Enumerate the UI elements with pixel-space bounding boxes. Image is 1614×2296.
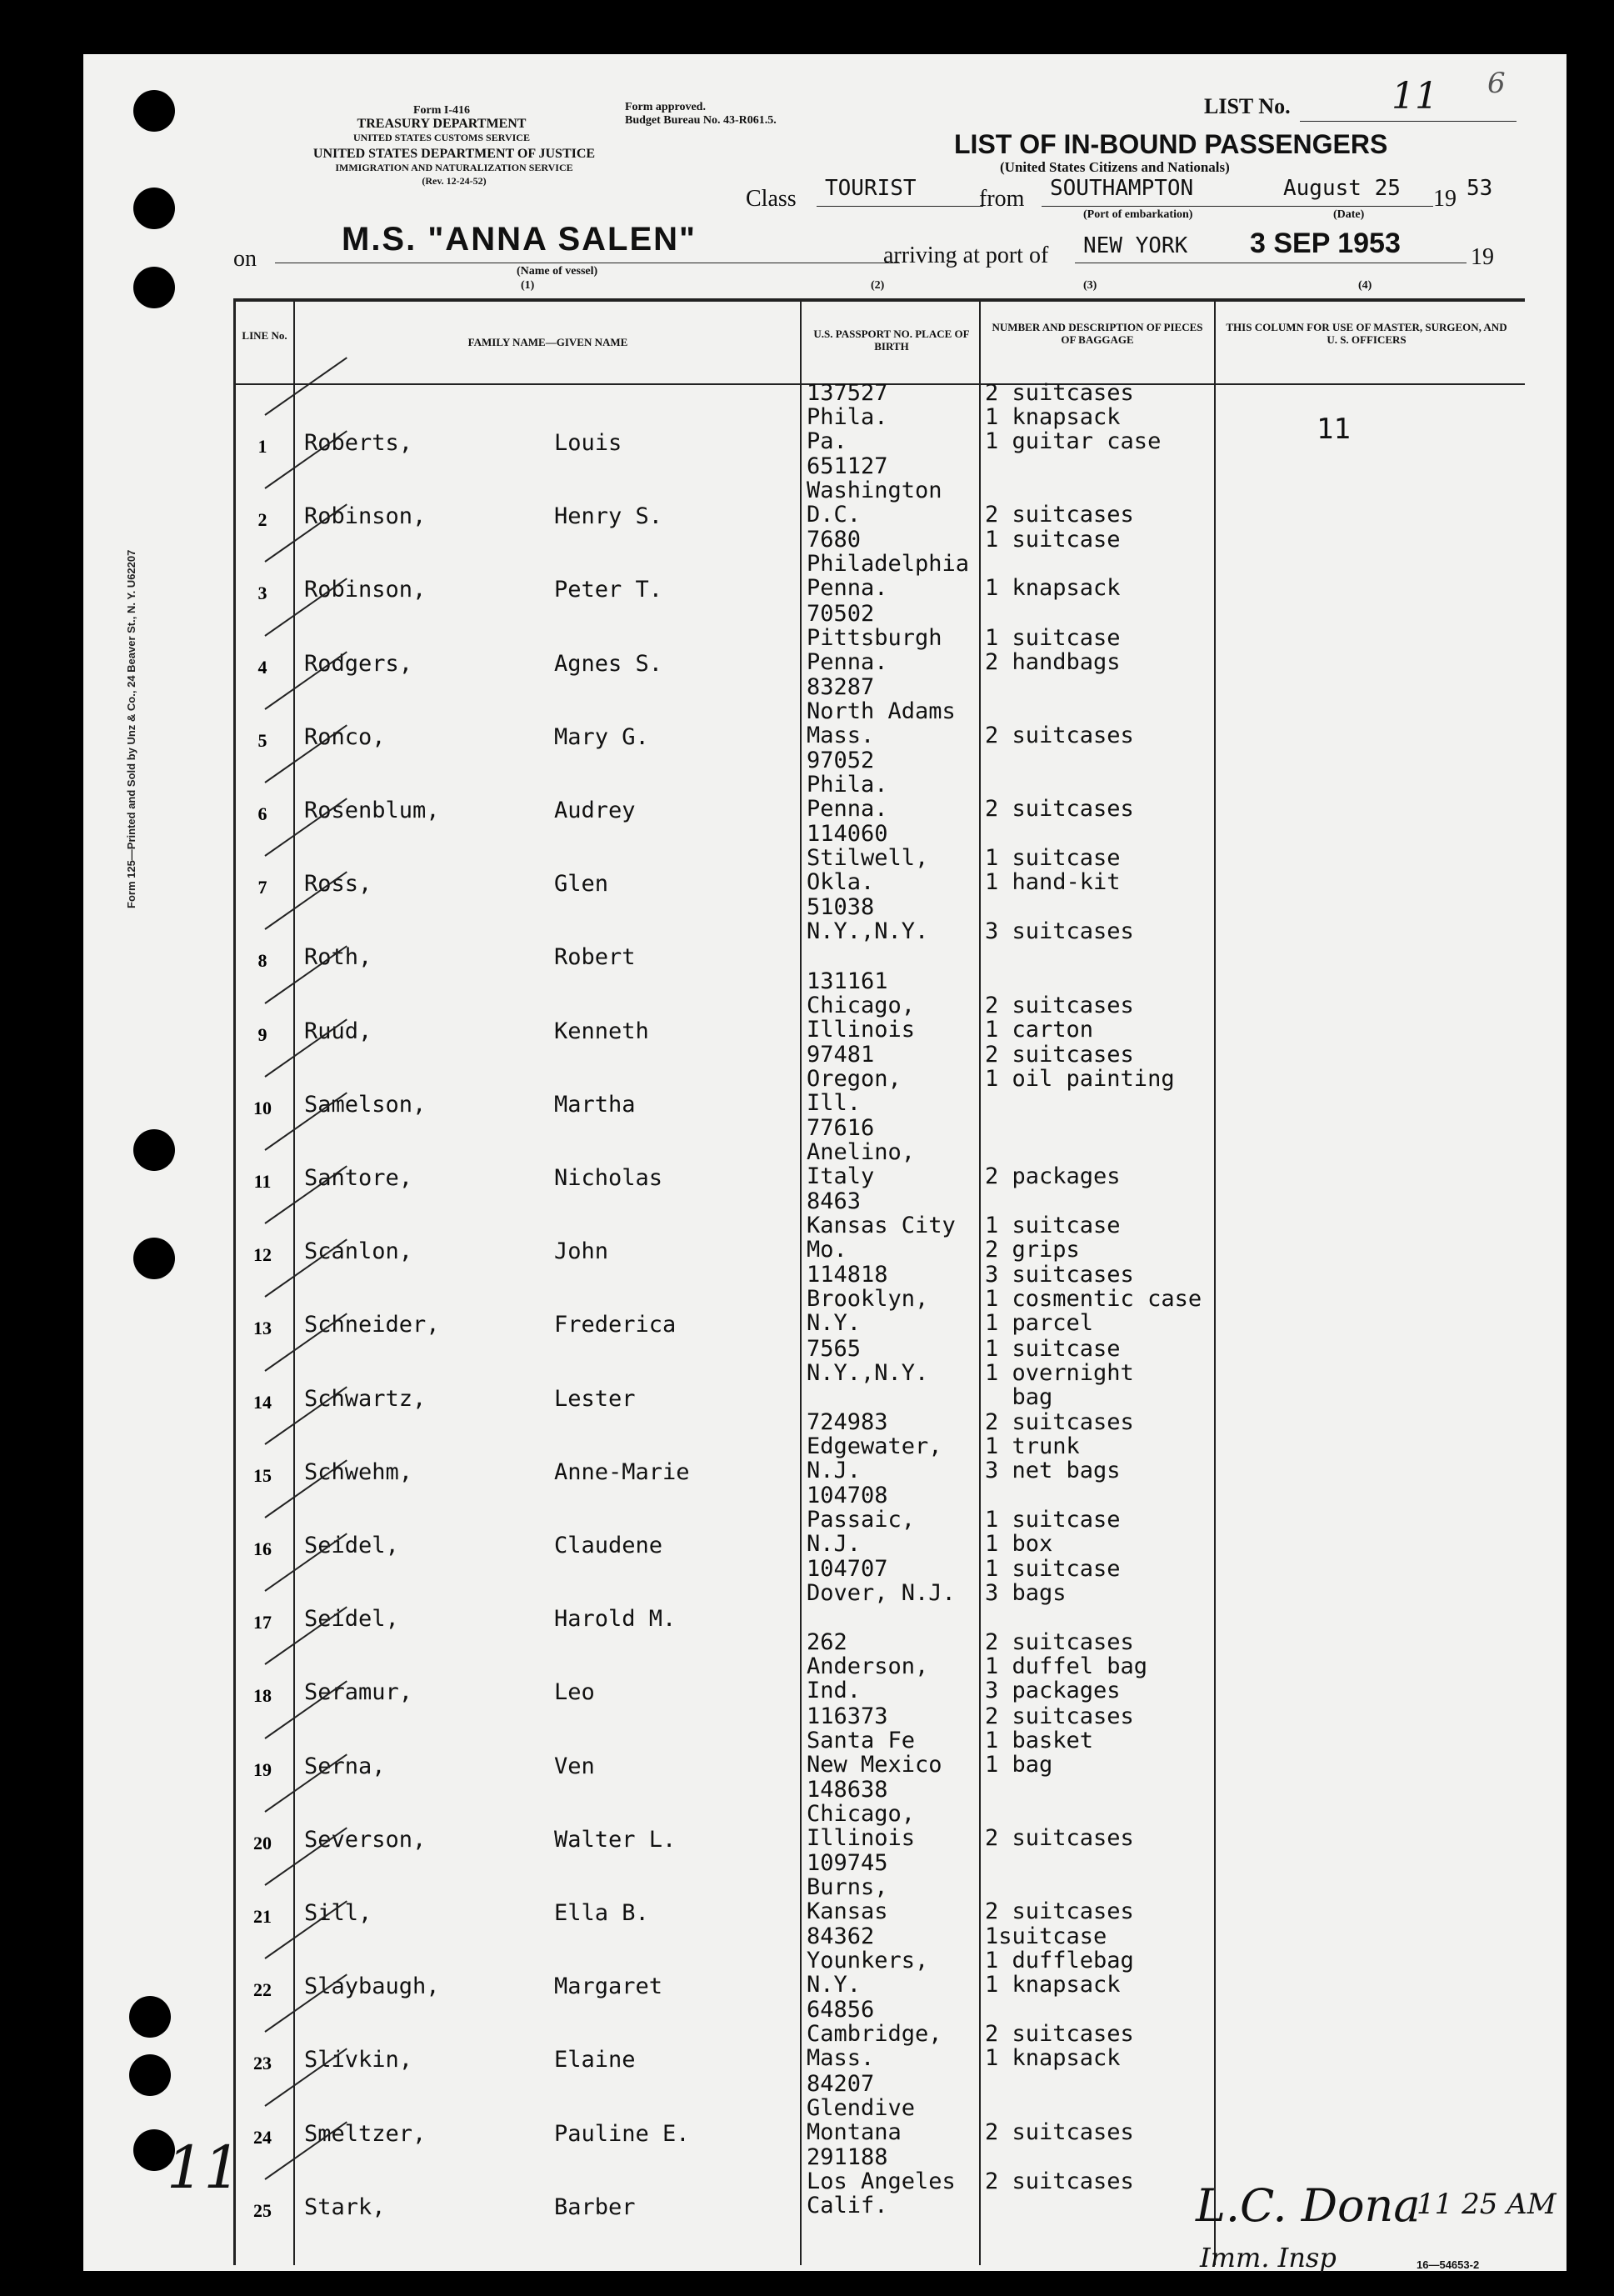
line-number: 20 [253, 1832, 272, 1853]
passport-number: 97481 [807, 1041, 875, 1068]
place-of-birth: N.Y. [807, 1972, 862, 1998]
line-number: 9 [257, 1023, 267, 1045]
place-of-birth: Mo. [807, 1237, 847, 1263]
passport-number: 109745 [807, 1850, 888, 1876]
passport-number: 77616 [807, 1115, 875, 1141]
baggage-item: 2 suitcases [985, 502, 1134, 528]
baggage-item: 1 suitcase [985, 1335, 1121, 1362]
place-of-birth: N.J. [807, 1457, 862, 1483]
line-number: 23 [253, 2053, 272, 2074]
given-name: Nicholas [554, 1165, 663, 1191]
baggage-item: 2 grips [985, 1237, 1080, 1263]
baggage-item: 1 box [985, 1531, 1053, 1557]
margin-mark: 11 [167, 2133, 242, 2202]
list-no-label: LIST No. [1204, 94, 1291, 118]
line-number: 14 [253, 1391, 272, 1413]
punch-hole [133, 1129, 175, 1171]
on-label: on [233, 246, 257, 272]
from-value: SOUTHAMPTON [1050, 176, 1194, 201]
passport-number: 104708 [807, 1483, 888, 1508]
family-name: Sill, [304, 1900, 372, 1926]
baggage-item: 2 suitcases [985, 992, 1134, 1018]
punch-hole [133, 1238, 175, 1279]
vessel-name: M.S. "ANNA SALEN" [342, 221, 697, 258]
place-of-birth: Penna. [807, 575, 888, 602]
baggage-item: 2 suitcases [985, 1824, 1134, 1851]
arrival-stamp: 3 SEP 1953 [1250, 228, 1401, 259]
line-number: 10 [253, 1097, 272, 1118]
baggage-item: 1 suitcase [985, 1556, 1121, 1583]
passport-number: 651127 [807, 453, 888, 480]
col-header-name: FAMILY NAME—GIVEN NAME [467, 336, 628, 348]
table-top-border [233, 298, 1525, 302]
place-of-birth: Santa Fe [807, 1727, 916, 1753]
punch-hole [133, 188, 175, 229]
given-name: Ven [554, 1753, 595, 1779]
family-name: Seramur, [304, 1679, 413, 1706]
list-no-value: 11 [1392, 75, 1438, 118]
line-number: 6 [257, 803, 267, 824]
passport-number: 7680 [807, 527, 862, 553]
given-name: Frederica [554, 1312, 677, 1338]
given-name: Kenneth [554, 1018, 649, 1044]
baggage-item: 1 suitcase [985, 624, 1121, 651]
baggage-item: 2 suitcases [985, 722, 1134, 748]
date-caption: (Date) [1333, 208, 1365, 221]
baggage-item: 1suitcase [985, 1923, 1107, 1950]
passport-number: 148638 [807, 1776, 888, 1803]
family-name: Serna, [304, 1753, 386, 1779]
baggage-item: 2 packages [985, 1163, 1121, 1189]
given-name: Lester [554, 1385, 636, 1412]
baggage-item: 1 hand-kit [985, 869, 1121, 896]
col-num-2: (2) [871, 279, 885, 292]
given-name: Henry S. [554, 503, 663, 530]
place-of-birth: Phila. [807, 772, 888, 798]
given-name: Mary G. [554, 723, 649, 750]
place-of-birth: Passaic, [807, 1507, 916, 1533]
page-subtitle: (United States Citizens and Nationals) [1000, 159, 1230, 175]
baggage-item: 1 overnight [985, 1359, 1134, 1386]
given-name: Elaine [554, 2047, 636, 2073]
passport-number: 116373 [807, 1703, 888, 1729]
passport-number: 84207 [807, 2070, 875, 2097]
passport-number: 262 [807, 1629, 847, 1656]
baggage-item: 2 handbags [985, 648, 1121, 675]
approval-block: Form approved. Budget Bureau No. 43-R061.5. [625, 101, 777, 127]
passport-number: 114060 [807, 821, 888, 848]
line-number: 5 [257, 729, 267, 751]
baggage-item: 2 suitcases [985, 2118, 1134, 2145]
place-of-birth: Younkers, [807, 1948, 929, 1974]
line-number: 19 [253, 1758, 272, 1780]
family-name: Ross, [304, 871, 372, 898]
given-name: Agnes S. [554, 650, 663, 677]
place-of-birth: North Adams [807, 698, 956, 724]
place-of-birth: Philadelphia [807, 551, 970, 578]
line-number: 24 [253, 2126, 272, 2148]
corner-mark: 6 [1487, 67, 1506, 100]
place-of-birth: Anelino, [807, 1139, 916, 1165]
baggage-item: 3 bags [985, 1580, 1067, 1607]
place-of-birth: Cambridge, [807, 2021, 942, 2048]
class-value: TOURIST [825, 176, 917, 201]
line-number: 1 [257, 436, 267, 457]
signature-time: 11 25 AM [1417, 2188, 1557, 2221]
given-name: Audrey [554, 798, 636, 823]
passport-number: 84362 [807, 1923, 875, 1950]
given-name: Pauline E. [554, 2120, 690, 2147]
baggage-item: 2 suitcases [985, 1041, 1134, 1068]
family-name: Severson, [304, 1826, 427, 1853]
punch-hole [133, 267, 175, 308]
given-name: Harold M. [554, 1606, 677, 1633]
line-number: 15 [253, 1464, 272, 1486]
place-of-birth: Mass. [807, 722, 875, 748]
place-of-birth: Ill. [807, 1089, 862, 1116]
year-prefix-2: 19 [1471, 244, 1494, 270]
place-of-birth: Dover, N.J. [807, 1580, 956, 1607]
check-mark [264, 357, 347, 415]
given-name: Walter L. [554, 1826, 677, 1853]
passport-number: 51038 [807, 894, 875, 921]
given-name: Leo [554, 1679, 595, 1706]
baggage-item: 1 suitcase [985, 527, 1121, 553]
place-of-birth: Los Angeles [807, 2168, 956, 2194]
baggage-item: 1 parcel [985, 1310, 1094, 1337]
baggage-item: 2 suitcases [985, 1629, 1134, 1656]
line-number: 21 [253, 1906, 272, 1927]
officer-note: 11 [1317, 413, 1351, 446]
family-name: Schwartz, [304, 1385, 427, 1412]
place-of-birth: N.Y.,N.Y. [807, 1359, 929, 1386]
baggage-item: 1 knapsack [985, 404, 1121, 430]
baggage-item: 1 knapsack [985, 575, 1121, 602]
family-name: Slaybaugh, [304, 1973, 440, 2000]
line-number: 16 [253, 1538, 272, 1559]
family-name: Rosenblum, [304, 798, 440, 823]
family-name: Ronco, [304, 723, 386, 750]
family-name: Smeltzer, [304, 2120, 427, 2147]
col-num-1: (1) [521, 279, 535, 292]
baggage-item: 1 bag [985, 1751, 1053, 1778]
baggage-item: 2 suitcases [985, 1703, 1134, 1729]
family-name: Scanlon, [304, 1238, 413, 1265]
punch-hole [129, 2054, 171, 2096]
family-name: Roth, [304, 944, 372, 971]
class-label: Class [746, 186, 797, 212]
passport-number: 70502 [807, 600, 875, 627]
baggage-item: 2 suitcases [985, 796, 1134, 822]
col-header-officers: THIS COLUMN FOR USE OF MASTER, SURGEON, AND U. S. OFFICERS [1226, 321, 1507, 346]
baggage-item: 1 suitcase [985, 1507, 1121, 1533]
from-label: from [979, 186, 1025, 212]
col-header-passport: U.S. PASSPORT NO. PLACE OF BIRTH [813, 328, 970, 353]
footer-code: 16—54653-2 [1417, 2258, 1480, 2271]
line-number: 3 [257, 583, 267, 604]
given-name: Ella B. [554, 1900, 649, 1926]
date-value: August 25 [1283, 176, 1401, 201]
baggage-item: 1 trunk [985, 1433, 1080, 1459]
place-of-birth: Okla. [807, 869, 875, 896]
passport-number: 83287 [807, 673, 875, 700]
passport-number: 8463 [807, 1188, 862, 1215]
place-of-birth: Glendive [807, 2094, 916, 2121]
family-name: Samelson, [304, 1091, 427, 1118]
family-name: Roberts, [304, 430, 413, 456]
baggage-item: 3 net bags [985, 1457, 1121, 1483]
given-name: Martha [554, 1091, 636, 1118]
place-of-birth: N.J. [807, 1531, 862, 1557]
place-of-birth: Calif. [807, 2192, 888, 2218]
family-name: Robinson, [304, 577, 427, 603]
family-name: Seidel, [304, 1533, 399, 1558]
line-number: 25 [253, 2199, 272, 2221]
punch-hole [133, 90, 175, 132]
place-of-birth: Ind. [807, 1678, 862, 1704]
baggage-item: 3 suitcases [985, 1262, 1134, 1288]
baggage-item: 2 suitcases [985, 380, 1134, 406]
place-of-birth: Montana [807, 2118, 902, 2145]
line-number: 2 [257, 509, 267, 531]
col-num-3: (3) [1083, 279, 1097, 292]
place-of-birth: Stilwell, [807, 845, 929, 872]
place-of-birth: Kansas City [807, 1213, 956, 1239]
place-of-birth: New Mexico [807, 1751, 942, 1778]
baggage-item: 1 oil painting [985, 1065, 1175, 1092]
place-of-birth: Oregon, [807, 1065, 902, 1092]
family-name: Seidel, [304, 1606, 399, 1633]
family-name: Robinson, [304, 503, 427, 530]
baggage-item: 3 suitcases [985, 918, 1134, 945]
vessel-caption: (Name of vessel) [517, 265, 598, 278]
baggage-item: 2 suitcases [985, 2168, 1134, 2194]
col-num-4: (4) [1358, 279, 1372, 292]
baggage-item: 1 basket [985, 1727, 1094, 1753]
baggage-item: 1 knapsack [985, 1972, 1121, 1998]
place-of-birth: Mass. [807, 2045, 875, 2072]
place-of-birth: Chicago, [807, 992, 916, 1018]
line-number: 7 [257, 877, 267, 898]
family-name: Schneider, [304, 1312, 440, 1338]
passport-number: 104707 [807, 1556, 888, 1583]
baggage-item: bag [985, 1383, 1053, 1410]
col-header-line: LINE No. [242, 329, 287, 342]
family-name: Stark, [304, 2193, 386, 2220]
given-name: Barber [554, 2193, 636, 2220]
baggage-item: 1 cosmentic case [985, 1286, 1202, 1313]
place-of-birth: D.C. [807, 502, 862, 528]
place-of-birth: Kansas [807, 1898, 888, 1924]
passport-number: 64856 [807, 1997, 875, 2023]
form-agency-block: Form I-416 TREASURY DEPARTMENT UNITED STATES CUSTOMS SERVICE [353, 104, 530, 143]
place-of-birth: Italy [807, 1163, 875, 1189]
place-of-birth: Chicago, [807, 1800, 916, 1827]
given-name: Anne-Marie [554, 1458, 690, 1485]
place-of-birth: Burns, [807, 1874, 888, 1900]
passport-number: 7565 [807, 1335, 862, 1362]
baggage-item: 3 packages [985, 1678, 1121, 1704]
place-of-birth: Phila. [807, 404, 888, 430]
printer-credit: Form 125—Printed and Sold by Unz & Co., 24 Beaver St., N. Y. U62207 [125, 549, 137, 908]
col-header-baggage: NUMBER AND DESCRIPTION OF PIECES OF BAGGAGE [992, 321, 1203, 346]
passport-number: 97052 [807, 748, 875, 773]
family-name: Rodgers, [304, 650, 413, 677]
place-of-birth: Brooklyn, [807, 1286, 929, 1313]
line-number: 17 [253, 1612, 272, 1633]
place-of-birth: Edgewater, [807, 1433, 942, 1459]
baggage-item: 1 duffel bag [985, 1653, 1148, 1680]
family-name: Ruud, [304, 1018, 372, 1044]
given-name: Claudene [554, 1533, 663, 1558]
arriving-label: arriving at port of [883, 243, 1049, 268]
year-prefix: 19 [1433, 186, 1457, 212]
baggage-item: 2 suitcases [985, 2021, 1134, 2048]
baggage-item: 1 dufflebag [985, 1948, 1134, 1974]
col-divider-1 [293, 298, 295, 2265]
baggage-item: 1 knapsack [985, 2045, 1121, 2072]
baggage-item: 1 suitcase [985, 845, 1121, 872]
passport-number: 291188 [807, 2143, 888, 2170]
passport-number: 114818 [807, 1262, 888, 1288]
place-of-birth: Anderson, [807, 1653, 929, 1680]
baggage-item: 2 suitcases [985, 1408, 1134, 1435]
family-name: Santore, [304, 1165, 413, 1191]
col-divider-3 [979, 298, 981, 2265]
place-of-birth: Penna. [807, 796, 888, 822]
family-name: Slivkin, [304, 2047, 413, 2073]
passport-number: 137527 [807, 380, 888, 406]
place-of-birth: Illinois [807, 1824, 916, 1851]
form-sheet [83, 54, 1567, 2271]
line-number: 4 [257, 656, 267, 678]
baggage-item: 2 suitcases [985, 1898, 1134, 1924]
baggage-item: 1 carton [985, 1016, 1094, 1043]
place-of-birth: Pa. [807, 428, 847, 454]
family-name: Schwehm, [304, 1458, 413, 1485]
table-left-border [233, 298, 236, 2265]
given-name: Louis [554, 430, 622, 456]
line-number: 12 [253, 1244, 272, 1266]
page-title: LIST OF IN-BOUND PASSENGERS [954, 129, 1388, 159]
given-name: Peter T. [554, 577, 663, 603]
place-of-birth: N.Y.,N.Y. [807, 918, 929, 945]
justice-block: UNITED STATES DEPARTMENT OF JUSTICE IMMIGRATION AND NATURALIZATION SERVICE (Rev. 12-24-52) [312, 147, 596, 187]
place-of-birth: Pittsburgh [807, 624, 942, 651]
given-name: Margaret [554, 1973, 663, 2000]
baggage-item: 1 guitar case [985, 428, 1162, 454]
inspector-signature: L.C. Dona [1196, 2179, 1421, 2232]
line-number: 11 [253, 1171, 272, 1192]
given-name: Glen [554, 871, 609, 898]
passport-number: 724983 [807, 1408, 888, 1435]
inspector-title: Imm. Insp [1200, 2242, 1337, 2273]
line-number: 8 [257, 950, 267, 972]
line-number: 18 [253, 1685, 272, 1707]
year-value: 53 [1467, 176, 1493, 201]
baggage-item: 1 suitcase [985, 1213, 1121, 1239]
arrival-port: NEW YORK [1083, 233, 1188, 258]
given-name: John [554, 1238, 609, 1265]
line-number: 22 [253, 1979, 272, 2001]
place-of-birth: Washington [807, 478, 942, 504]
passport-number: 131161 [807, 968, 888, 994]
port-embark-caption: (Port of embarkation) [1083, 208, 1193, 221]
given-name: Robert [554, 944, 636, 971]
place-of-birth: Penna. [807, 648, 888, 675]
col-divider-2 [800, 298, 802, 2265]
line-number: 13 [253, 1318, 272, 1339]
place-of-birth: Illinois [807, 1016, 916, 1043]
col-divider-4 [1214, 298, 1216, 2265]
punch-hole [129, 1996, 171, 2038]
place-of-birth: N.Y. [807, 1310, 862, 1337]
